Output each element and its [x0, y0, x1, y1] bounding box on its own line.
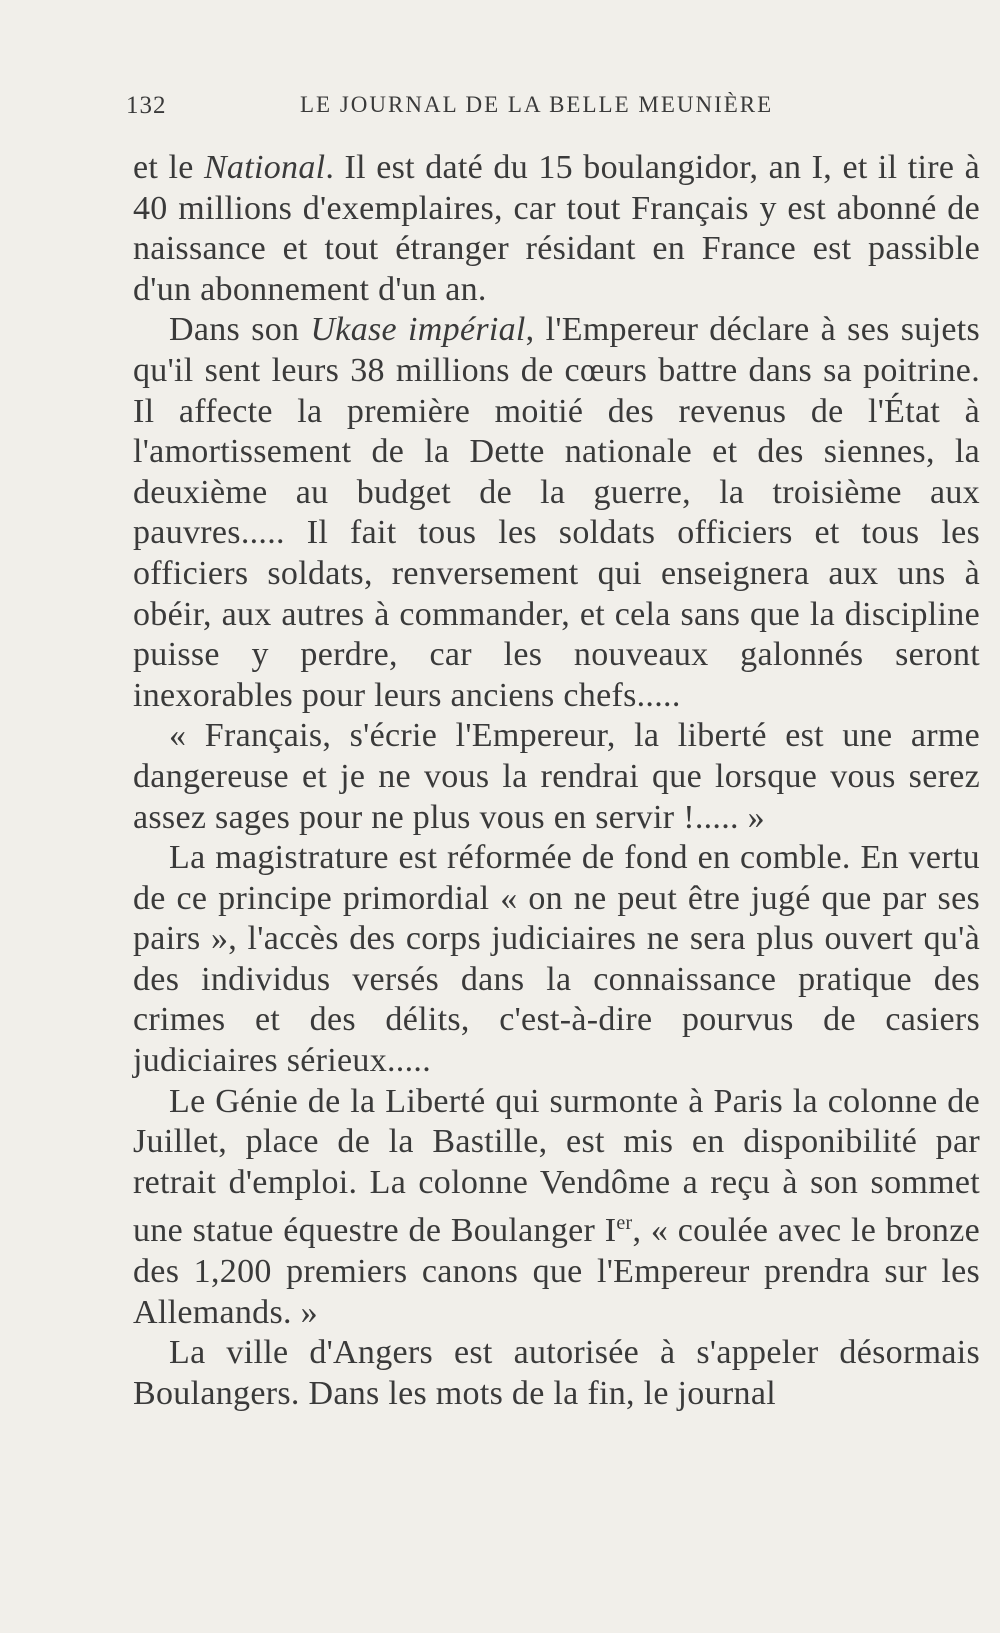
paragraph-1 [133, 148, 980, 310]
paragraph-6: La ville d'Angers est autorisée à s'appeler désormais Boulangers. Dans les mots de la fin, le journal [133, 1334, 980, 1412]
paragraph-2-text-a: Dans son [169, 311, 311, 349]
running-title: LE JOURNAL DE LA BELLE MEUNIÈRE [300, 92, 774, 117]
paragraph-1-italic: National [203, 149, 326, 186]
paragraph-5-text-a: Le Génie de la Liberté qui surmonte à Paris la colonne de Juillet, place de la Bastille, est mis en disponibilité par retrait d'emploi. La colonne Vendôme a reçu à son sommet une statue équestre de Boulanger I [133, 1082, 980, 1250]
paragraph-2 [133, 310, 980, 716]
paragraph-3: « Français, s'écrie l'Empereur, la liberté est une arme dangereuse et je ne vous la rendrai que lorsque vous serez assez sages pour ne plus vous en servir !..... » [133, 717, 980, 836]
paragraph-2-italic: Ukase impérial [310, 311, 526, 349]
running-head [126, 92, 956, 128]
paragraph-5-text-b: , « coulée avec le bronze des 1,200 premiers canons que l'Empereur prendra sur les Allemands. » [133, 1212, 980, 1331]
paragraph-1-text-a: et le [133, 149, 204, 186]
body-text [133, 148, 980, 1414]
paragraph-4: La magistrature est réformée de fond en comble. En vertu de ce principe primordial « on ne peut être jugé que par ses pairs », l'accès des corps judiciaires ne sera plus ouvert qu'à des individus versés dans la connaissance pratique des crimes et des délits, c'est-à-dire pourvus de casiers judiciaires sérieux..... [133, 839, 980, 1080]
page-number: 132 [126, 92, 167, 119]
paragraph-5-superscript: er [616, 1212, 633, 1235]
paragraph-5 [133, 1082, 980, 1334]
paragraph-2-text-b: , l'Empereur déclare à ses sujets qu'il sent leurs 38 millions de cœurs battre dans sa poitrine. Il affecte la première moitié des revenus de l'État à l'amortissement de la Dette nationale et des siennes, la deuxième au budget de la guerre, la troisième aux pauvres..... Il fait tous les soldats officiers et tous les officiers soldats, renversement qui enseignera aux uns à obéir, aux autres à commander, et cela sans que la discipline puisse y perdre, car les nouveaux galonnés seront inexorables pour leurs anciens chefs..... [133, 311, 980, 714]
paragraph-1-text-b: . Il est daté du 15 boulangidor, an I, et il tire à 40 millions d'exemplaires, car tout Français y est abonné de naissance et tout étranger résidant en France est passible d'un abonnement d'un an. [133, 149, 980, 308]
